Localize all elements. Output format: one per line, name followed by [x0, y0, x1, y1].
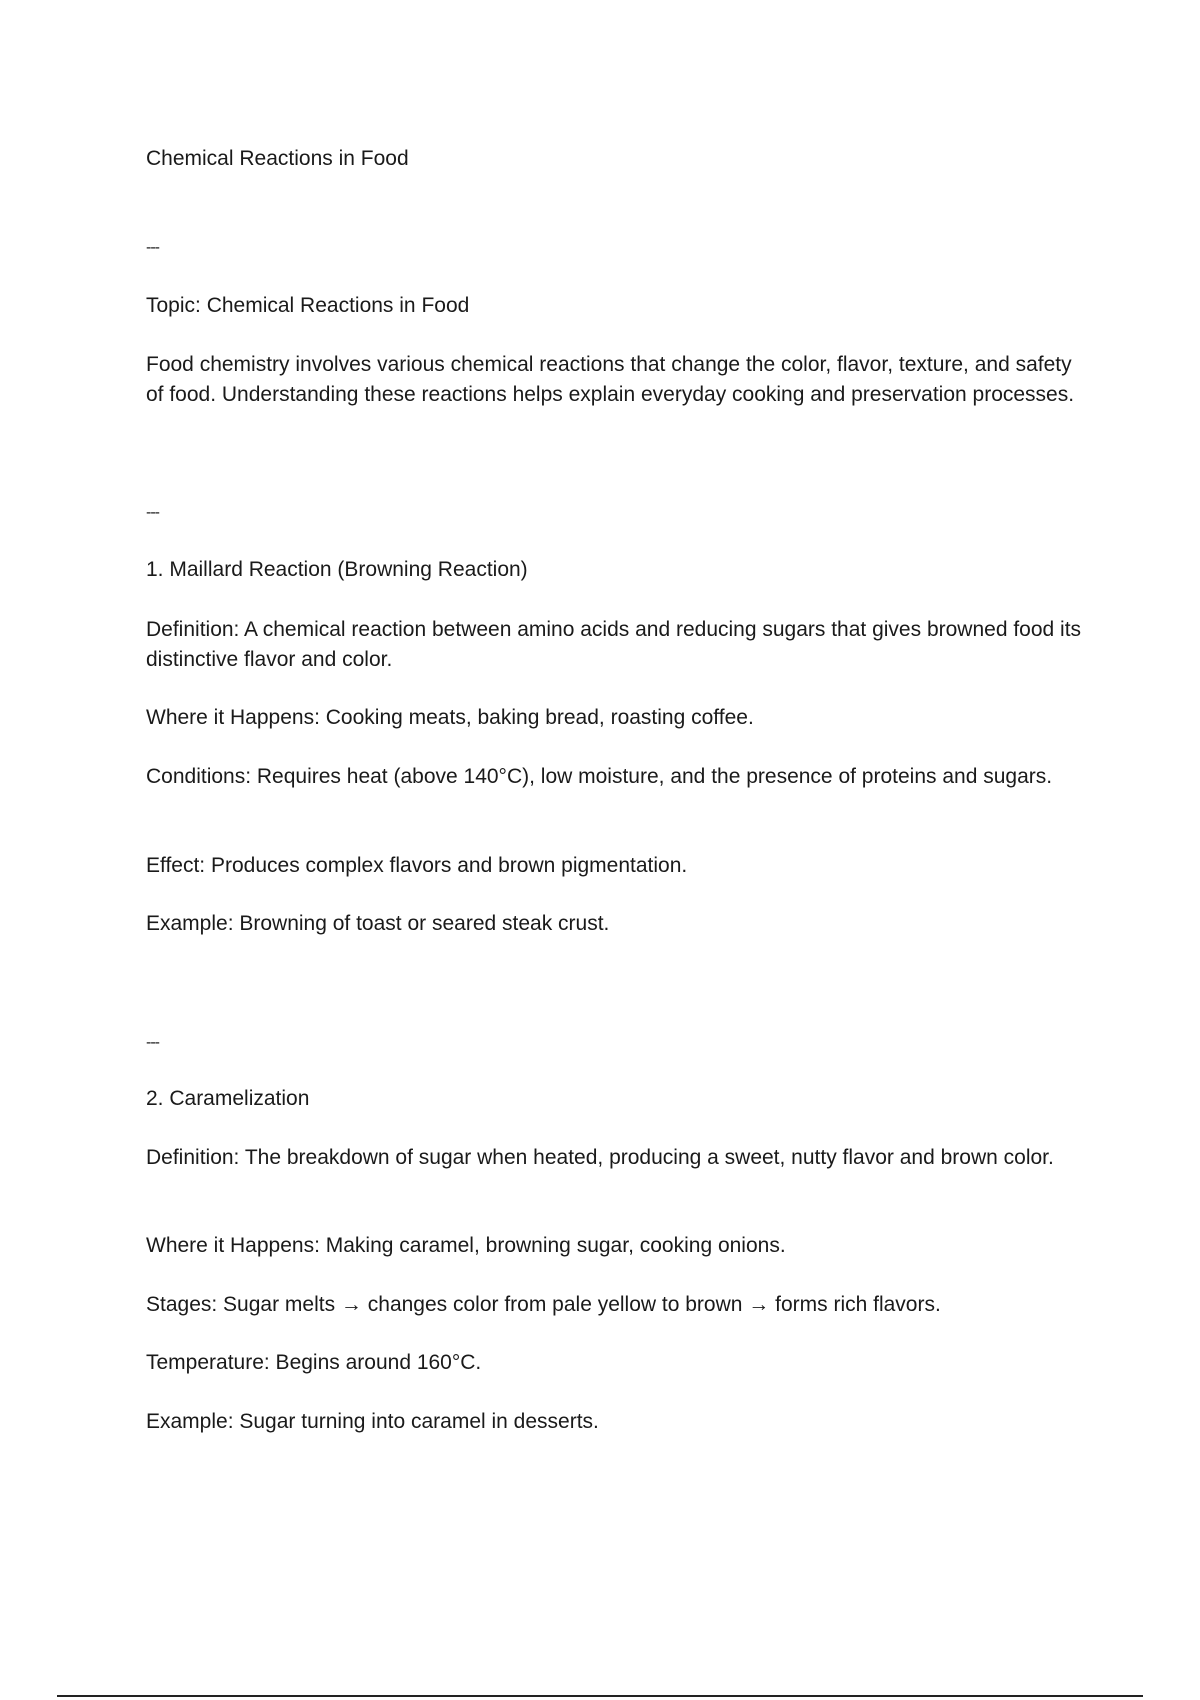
caramelization-where: Where it Happens: Making caramel, browning sugar, cooking onions.	[146, 1234, 786, 1257]
maillard-definition: Definition: A chemical reaction between amino acids and reducing sugars that gives browned food its distinctive flavor and color.	[146, 618, 1082, 671]
maillard-example: Example: Browning of toast or seared steak crust.	[146, 912, 610, 935]
bottom-rule	[57, 1695, 1143, 1697]
topic-line: Topic: Chemical Reactions in Food	[146, 294, 470, 317]
intro-paragraph: Food chemistry involves various chemical reactions that change the color, flavor, texture, and safety of food. Understanding these reactions helps explain everyday cooking and preservation processes.	[146, 353, 1075, 406]
separator-2: ---	[146, 504, 159, 521]
separator-3: ---	[146, 1034, 159, 1051]
maillard-conditions: Conditions: Requires heat (above 140°C), low moisture, and the presence of proteins and sugars.	[146, 765, 1053, 788]
document-title: Chemical Reactions in Food	[146, 147, 409, 170]
section-heading-caramelization: 2. Caramelization	[146, 1087, 310, 1110]
caramelization-temperature: Temperature: Begins around 160°C.	[146, 1351, 482, 1374]
maillard-effect: Effect: Produces complex flavors and brown pigmentation.	[146, 854, 688, 877]
caramelization-definition: Definition: The breakdown of sugar when heated, producing a sweet, nutty flavor and brown color.	[146, 1146, 1054, 1169]
caramelization-example: Example: Sugar turning into caramel in desserts.	[146, 1410, 599, 1433]
section-heading-maillard: 1. Maillard Reaction (Browning Reaction)	[146, 558, 528, 581]
caramelization-stages: Stages: Sugar melts → changes color from pale yellow to brown → forms rich flavors.	[146, 1293, 941, 1316]
maillard-where: Where it Happens: Cooking meats, baking bread, roasting coffee.	[146, 706, 754, 729]
separator-1: ---	[146, 239, 159, 256]
